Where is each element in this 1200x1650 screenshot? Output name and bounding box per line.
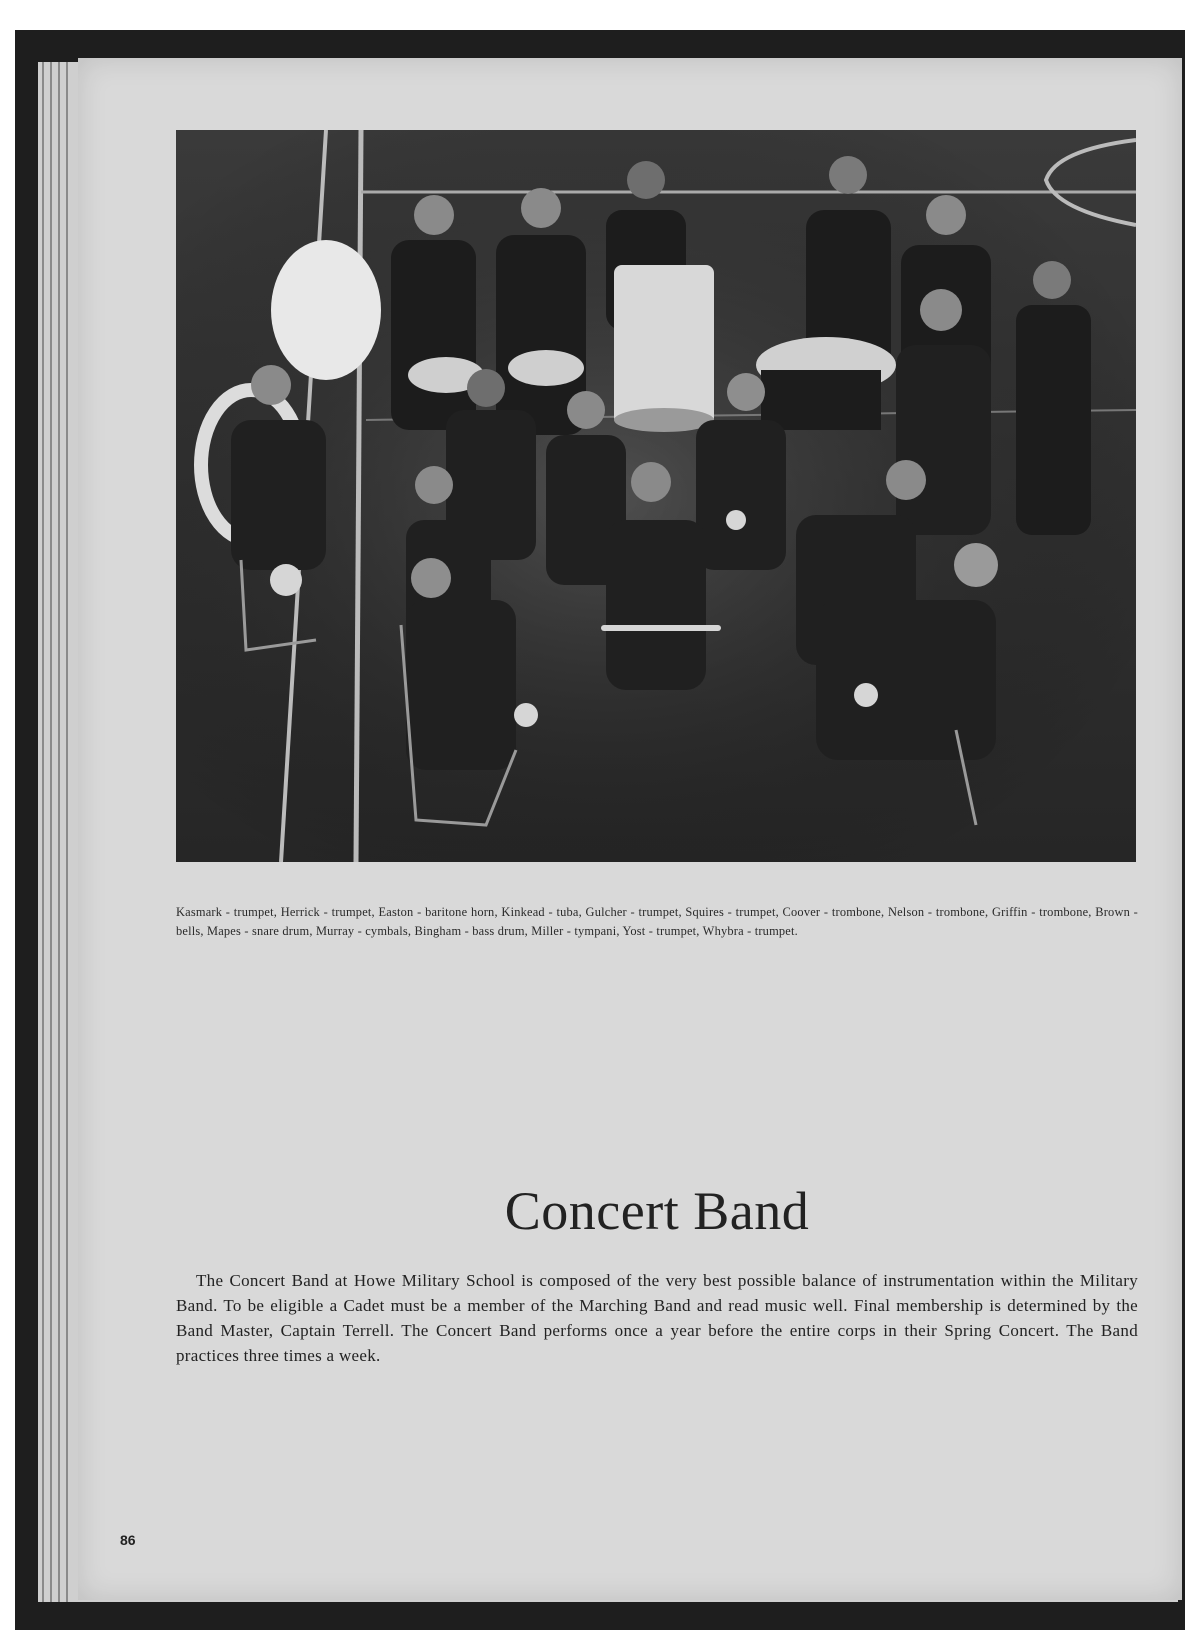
page-number: 86 <box>120 1532 136 1548</box>
band-photo-icon <box>176 130 1136 862</box>
band-photo <box>176 130 1136 862</box>
body-paragraph: The Concert Band at Howe Military School is composed of the very best possible balance of instrumentation within the Military Band. To be eligible a Cadet must be a member of the Marching Band and read music well. Final membership is determined by the Band Master, Captain Terrell. The Concert Band performs once a year before the entire corps in their Spring Concert. The Band practices three times a week. <box>176 1271 1138 1365</box>
photo-caption: Kasmark - trumpet, Herrick - trumpet, Easton - baritone horn, Kinkead - tuba, Gulcher - trumpet, Squires - trumpet, Coover - trombone, Nelson - trombone, Griffin - trombone, Brown - bells, Mapes - snare drum, Murray - cymbals, Bingham - bass drum, Miller - tympani, Yost - trumpet, Whybra - trumpet. <box>176 905 1138 938</box>
page-title: Concert Band <box>504 1181 810 1241</box>
